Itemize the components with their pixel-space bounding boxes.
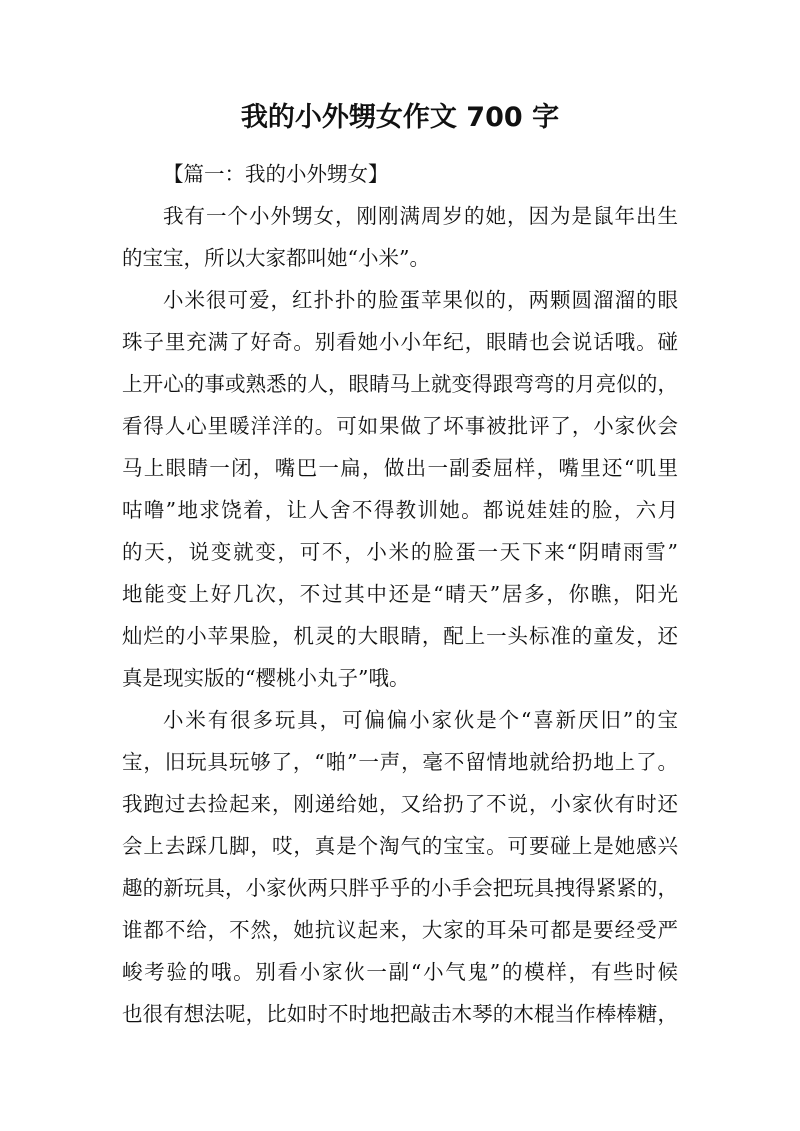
- paragraph-line: 马上眼睛一闭，嘴巴一扁，做出一副委屈样，嘴里还“叽里: [122, 456, 678, 480]
- paragraph-line: 珠子里充满了好奇。别看她小小年纪，眼睛也会说话哦。碰: [122, 330, 678, 354]
- paragraph-line: 我有一个小外甥女，刚刚满周岁的她，因为是鼠年出生: [163, 204, 678, 228]
- paragraph-line: 我跑过去捡起来，刚递给她，又给扔了不说，小家伙有时还: [122, 792, 678, 816]
- paragraph-line: 地能变上好几次，不过其中还是“晴天”居多，你瞧，阳光: [122, 582, 678, 606]
- paragraph-line: 的宝宝，所以大家都叫她“小米”。: [122, 246, 430, 270]
- paragraph-line: 小米很可爱，红扑扑的脸蛋苹果似的，两颗圆溜溜的眼: [163, 288, 678, 312]
- paragraph-line: 上开心的事或熟悉的人，眼睛马上就变得跟弯弯的月亮似的，: [122, 372, 678, 396]
- paragraph-line: 也很有想法呢，比如时不时地把敲击木琴的木棍当作棒棒糖，: [122, 1002, 678, 1026]
- paragraph-line: 谁都不给，不然，她抗议起来，大家的耳朵可都是要经受严: [122, 918, 678, 942]
- document-title: 我的小外甥女作文 700 字: [240, 102, 560, 133]
- section-heading: 【篇一：我的小外甥女】: [163, 162, 389, 186]
- paragraph-line: 宝，旧玩具玩够了，“啪”一声，毫不留情地就给扔地上了。: [122, 750, 678, 774]
- paragraph-line: 咕噜”地求饶着，让人舍不得教训她。都说娃娃的脸，六月: [122, 498, 678, 522]
- paragraph-line: 看得人心里暖洋洋的。可如果做了坏事被批评了，小家伙会: [122, 414, 678, 438]
- paragraph-line: 趣的新玩具，小家伙两只胖乎乎的小手会把玩具拽得紧紧的，: [122, 876, 678, 900]
- paragraph-line: 的天，说变就变，可不，小米的脸蛋一天下来“阴晴雨雪”: [122, 540, 678, 564]
- paragraph-line: 灿烂的小苹果脸，机灵的大眼睛，配上一头标准的童发，还: [122, 624, 678, 648]
- paragraph-line: 小米有很多玩具，可偏偏小家伙是个“喜新厌旧”的宝: [163, 708, 678, 732]
- paragraph-line: 峻考验的哦。别看小家伙一副“小气鬼”的模样，有些时候: [122, 960, 678, 984]
- paragraph-line: 真是现实版的“樱桃小丸子”哦。: [122, 666, 410, 690]
- paragraph-line: 会上去踩几脚，哎，真是个淘气的宝宝。可要碰上是她感兴: [122, 834, 678, 858]
